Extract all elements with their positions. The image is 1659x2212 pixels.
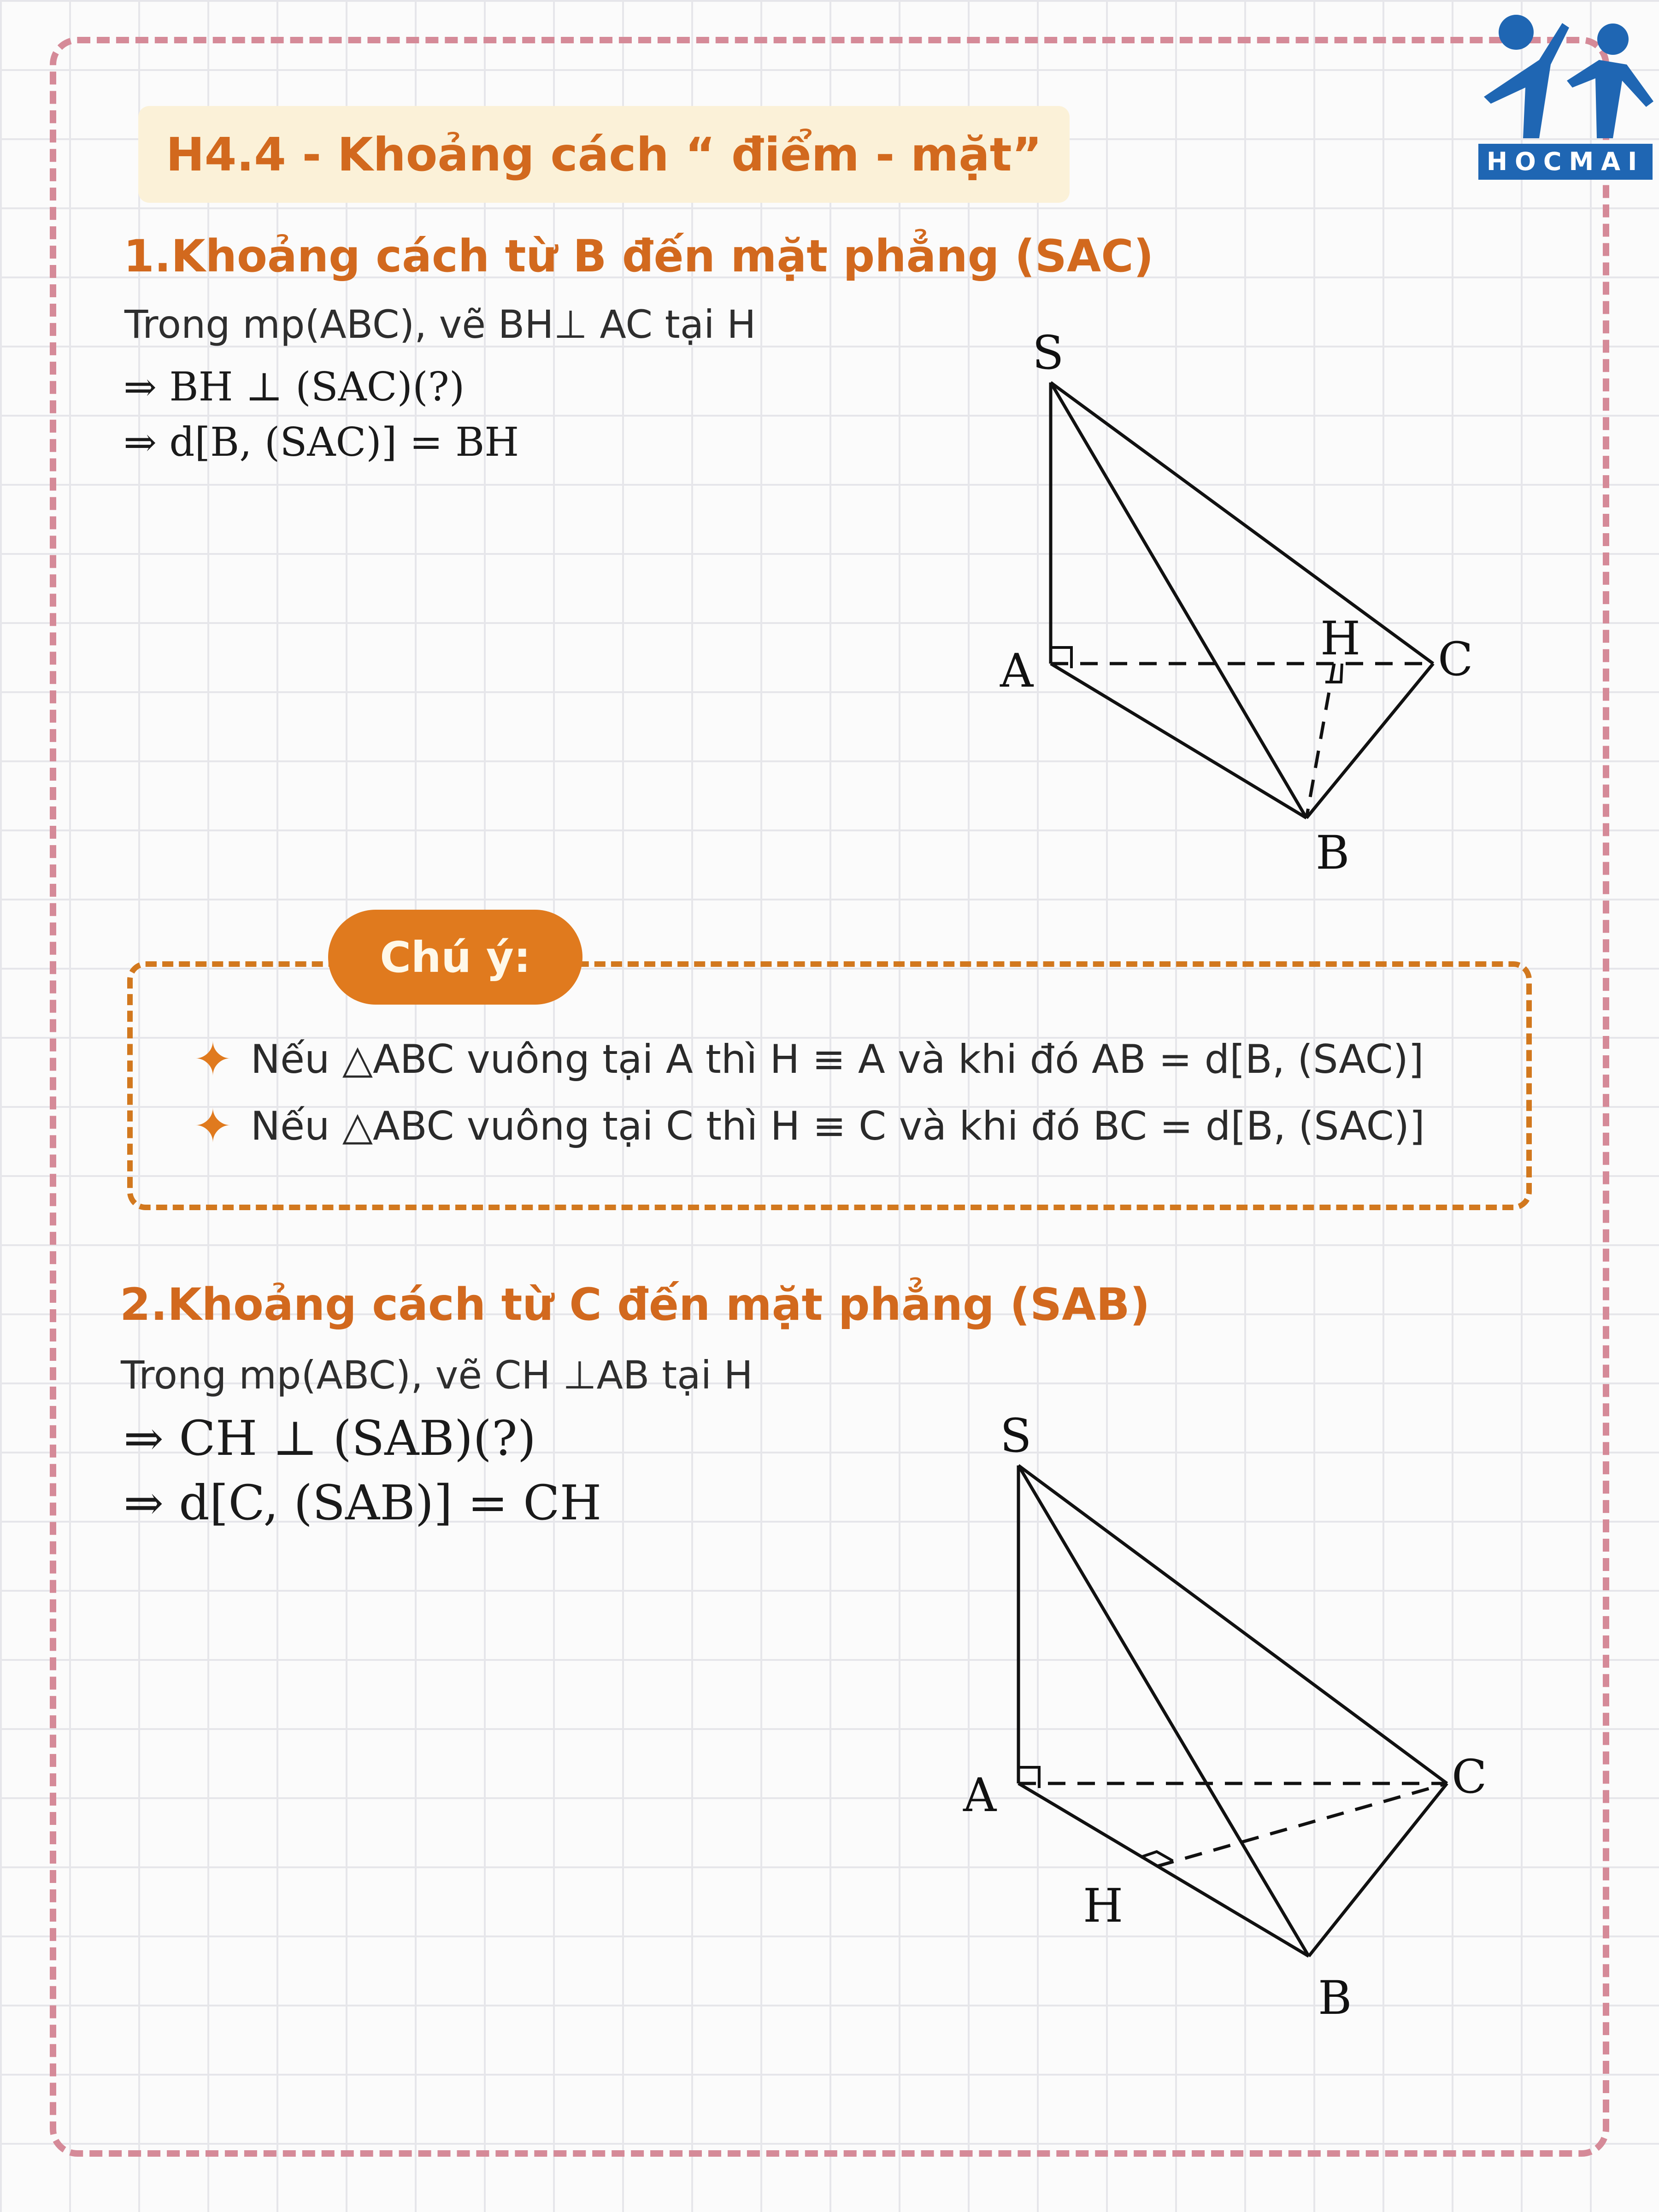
note-item-text: Nếu △ABC vuông tại C thì H ≡ C và khi đó BC = d[B, (SAC)] — [250, 1103, 1425, 1149]
page-title: H4.4 - Khoảng cách “ điểm - mặt” — [166, 127, 1042, 182]
star-bullet-icon: ✦ — [194, 1099, 232, 1153]
edge-AB — [1018, 1783, 1309, 1956]
note-item-text: Nếu △ABC vuông tại A thì H ≡ A và khi đó AB = d[B, (SAC)] — [250, 1036, 1424, 1082]
label-C: C — [1438, 632, 1473, 686]
edge-SC — [1018, 1465, 1447, 1783]
label-S: S — [1032, 326, 1064, 380]
title-banner — [138, 106, 1070, 203]
note-label: Chú ý: — [328, 910, 582, 1005]
section2-math1: ⇒ CH ⊥ (SAB)(?) — [124, 1410, 536, 1466]
section1-math2: ⇒ d[B, (SAC)] = BH — [124, 419, 519, 465]
label-C: C — [1452, 1750, 1487, 1804]
section1-heading: 1.Khoảng cách từ B đến mặt phẳng (SAC) — [124, 230, 1154, 282]
edge-BC — [1306, 664, 1433, 818]
logo-wordmark: HOCMAI — [1478, 144, 1653, 180]
edge-BC — [1309, 1783, 1447, 1956]
section2-heading: 2.Khoảng cách từ C đến mặt phẳng (SAB) — [120, 1279, 1150, 1330]
figure-pyramid-1 — [968, 323, 1521, 899]
label-S: S — [1000, 1409, 1032, 1463]
star-bullet-icon: ✦ — [194, 1032, 232, 1086]
edge-SB — [1018, 1465, 1309, 1956]
figure-pyramid-2 — [945, 1396, 1535, 2041]
section1-text: Trong mp(ABC), vẽ BH⊥ AC tại H — [124, 302, 756, 347]
segment-CH-dashed — [1157, 1783, 1447, 1866]
edge-AB — [1051, 664, 1306, 818]
label-A: A — [1000, 644, 1034, 698]
label-H: H — [1083, 1879, 1124, 1933]
note-item — [194, 1099, 1425, 1153]
note-item — [194, 1032, 1424, 1086]
section2-math2: ⇒ d[C, (SAB)] = CH — [124, 1475, 602, 1531]
segment-BH-dashed — [1306, 664, 1334, 818]
section2-text: Trong mp(ABC), vẽ CH ⊥AB tại H — [121, 1353, 753, 1398]
label-A: A — [963, 1768, 997, 1822]
section1-math1: ⇒ BH ⊥ (SAC)(?) — [124, 364, 465, 410]
edge-SB — [1051, 382, 1306, 818]
edge-SC — [1051, 382, 1433, 664]
label-H: H — [1320, 612, 1361, 665]
label-B: B — [1318, 1971, 1352, 2025]
label-B: B — [1316, 826, 1350, 880]
